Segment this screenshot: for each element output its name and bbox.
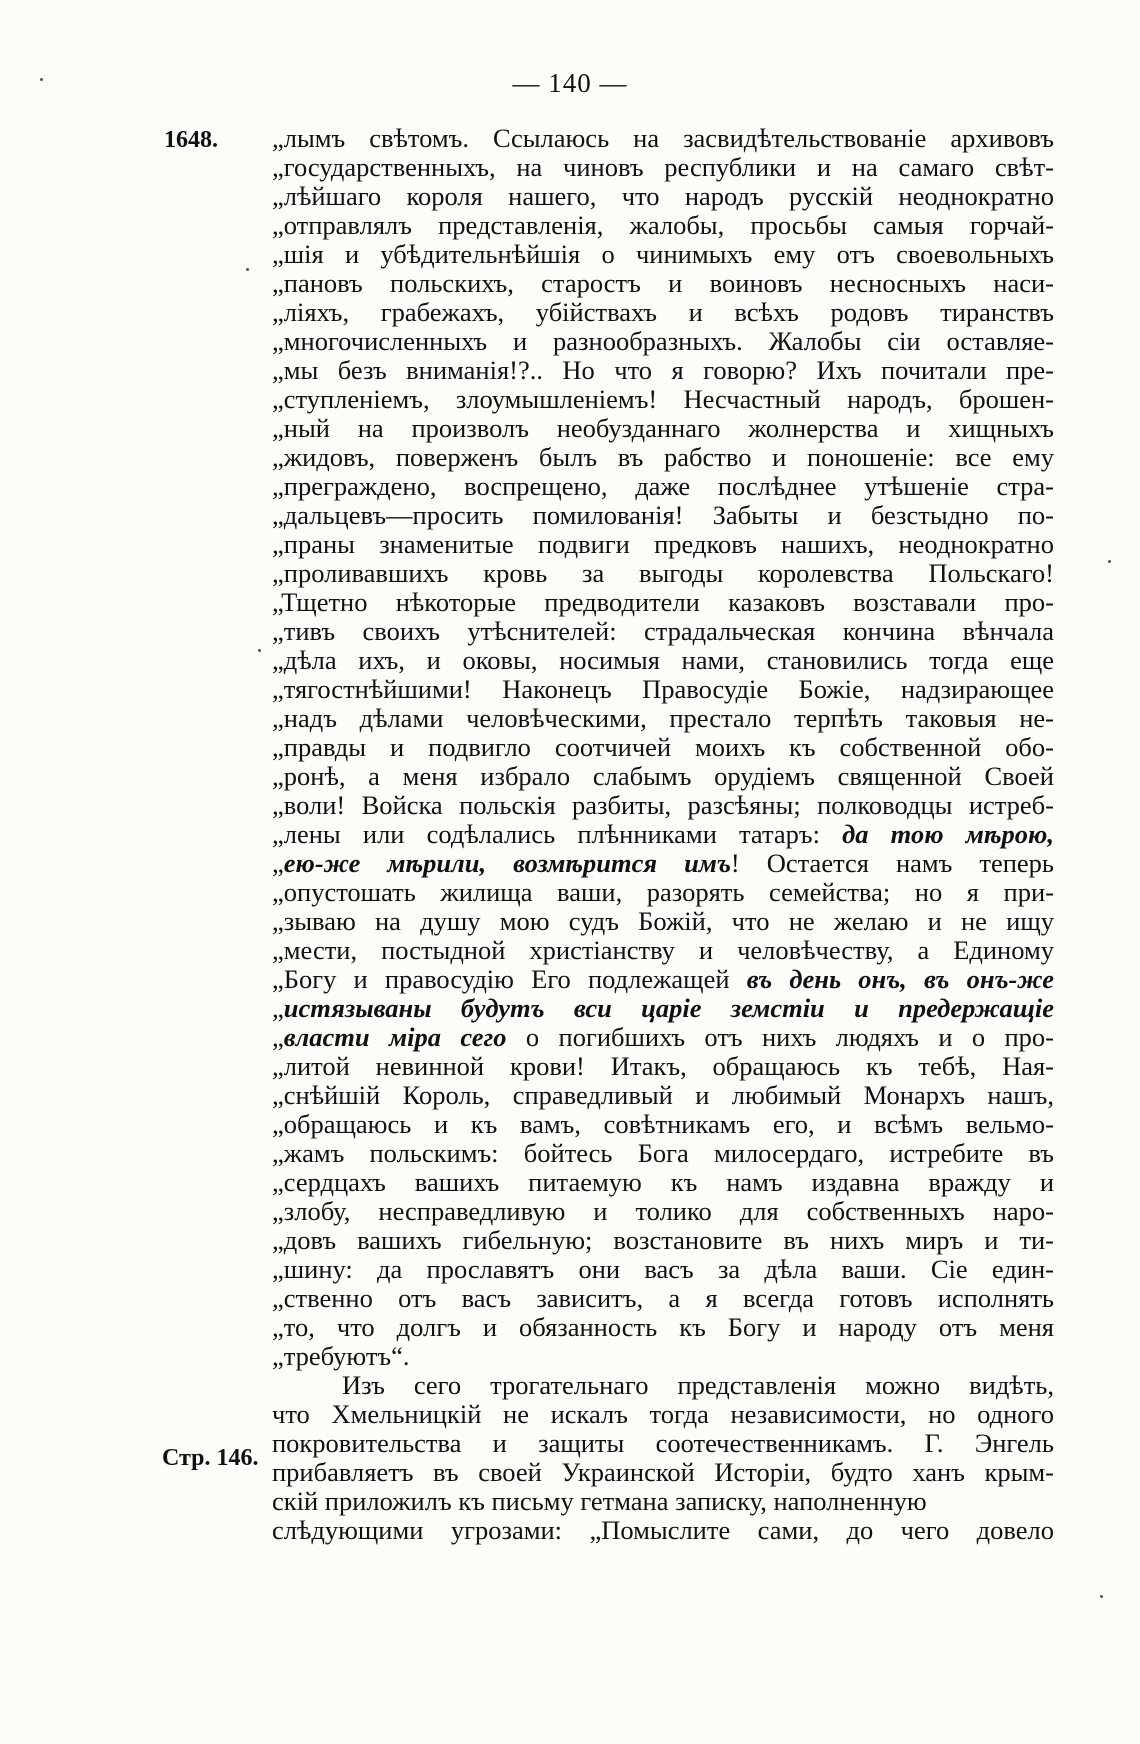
text-line bbox=[272, 617, 1054, 646]
text-fragment: „обращаюсь и къ вамъ, совѣтникамъ его, и всѣмъ вельмо- bbox=[272, 1110, 1054, 1139]
text-line bbox=[272, 588, 1054, 617]
text-fragment: „зываю на душу мою судъ Божій, что не желаю и не ищу bbox=[272, 907, 1054, 936]
text-fragment: что Хмельницкій не искалъ тогда независимости, но одного bbox=[272, 1400, 1054, 1429]
text-fragment: „снѣйшій Король, справедливый и любимый Монархъ нашъ, bbox=[272, 1081, 1054, 1110]
text-line bbox=[272, 646, 1054, 675]
text-line bbox=[272, 1052, 1054, 1081]
text-fragment: „ bbox=[272, 1023, 284, 1052]
text-fragment: „отправлялъ представленія, жалобы, просьбы самыя горчай- bbox=[272, 211, 1054, 240]
text-line bbox=[272, 907, 1054, 936]
text-fragment: скій приложилъ къ письму гетмана записку, наполненную bbox=[272, 1487, 927, 1516]
text-fragment: „мести, постыдной христіанству и человѣчеству, а Единому bbox=[272, 936, 1054, 965]
text-fragment: слѣдующими угрозами: „Помыслите сами, до чего довело bbox=[272, 1516, 1054, 1545]
text-fragment: „праны знаменитые подвиги предковъ нашихъ, неоднократно bbox=[272, 530, 1054, 559]
text-line bbox=[272, 1458, 1054, 1487]
text-fragment: „лымъ свѣтомъ. Ссылаюсь на засвидѣтельствованіе архивовъ bbox=[272, 124, 1054, 153]
text-line bbox=[272, 994, 1054, 1023]
text-line bbox=[272, 1081, 1054, 1110]
text-line bbox=[272, 820, 1054, 849]
text-fragment: „воли! Войска польскія разбиты, разсѣяны; полководцы истреб- bbox=[272, 791, 1054, 820]
text-line bbox=[272, 530, 1054, 559]
text-line bbox=[272, 1284, 1054, 1313]
text-line bbox=[272, 414, 1054, 443]
italic-quote-fragment: въ день онъ, въ онъ-же bbox=[746, 965, 1054, 994]
text-fragment: „жамъ польскимъ: бойтесь Бога милосердаго, истребите въ bbox=[272, 1139, 1054, 1168]
margin-year-note: 1648. bbox=[164, 127, 218, 153]
text-fragment: „требуютъ“. bbox=[272, 1342, 410, 1371]
text-fragment: „проливавшихъ кровь за выгоды королевства Польскаго! bbox=[272, 559, 1054, 588]
text-line bbox=[272, 559, 1054, 588]
text-fragment: „жидовъ, поверженъ былъ въ рабство и поношеніе: все ему bbox=[272, 443, 1054, 472]
text-fragment: покровительства и защиты соотечественникамъ. Г. Энгель bbox=[272, 1429, 1054, 1458]
italic-quote-fragment: да тою мѣрою, bbox=[842, 820, 1054, 849]
text-fragment: „мы безъ вниманія!?.. Но что я говорю? Ихъ почитали пре- bbox=[272, 356, 1054, 385]
text-line bbox=[272, 1023, 1054, 1052]
text-fragment: „тивъ своихъ утѣснителей: страдальческая кончина вѣнчала bbox=[272, 617, 1054, 646]
text-line bbox=[272, 1168, 1054, 1197]
text-line bbox=[272, 240, 1054, 269]
margin-page-reference: Стр. 146. bbox=[162, 1445, 259, 1471]
text-line bbox=[272, 443, 1054, 472]
page-number: — 140 — bbox=[512, 68, 628, 98]
text-line bbox=[272, 878, 1054, 907]
text-fragment: „литой невинной крови! Итакъ, обращаюсь къ тебѣ, Ная- bbox=[272, 1052, 1054, 1081]
text-fragment: „дѣла ихъ, и оковы, носимыя нами, становились тогда еще bbox=[272, 646, 1054, 675]
text-line bbox=[272, 733, 1054, 762]
text-line bbox=[272, 1226, 1054, 1255]
text-line bbox=[272, 1516, 1054, 1545]
text-line bbox=[272, 1313, 1054, 1342]
text-line bbox=[272, 124, 1054, 153]
text-fragment: „ bbox=[272, 994, 284, 1023]
text-line bbox=[272, 1487, 1054, 1516]
text-fragment: Изъ сего трогательнаго представленія можно видѣть, bbox=[342, 1371, 1054, 1400]
text-line bbox=[272, 1139, 1054, 1168]
text-line bbox=[272, 704, 1054, 733]
text-fragment: „ліяхъ, грабежахъ, убійствахъ и всѣхъ родовъ тиранствъ bbox=[272, 298, 1054, 327]
text-fragment: „лѣйшаго короля нашего, что народъ русскій неоднократно bbox=[272, 182, 1054, 211]
italic-quote-fragment: власти міра сего bbox=[283, 1023, 507, 1052]
text-line bbox=[272, 849, 1054, 878]
text-fragment: „многочисленныхъ и разнообразныхъ. Жалобы сіи оставляе- bbox=[272, 327, 1054, 356]
text-fragment: о погибшихъ отъ нихъ людяхъ и о про- bbox=[506, 1023, 1054, 1052]
text-line bbox=[272, 1371, 1054, 1400]
text-fragment: прибавляетъ въ своей Украинской Исторіи, будто ханъ крым- bbox=[272, 1458, 1054, 1487]
text-line bbox=[272, 385, 1054, 414]
italic-quote-fragment: ею-же мѣрили, возмѣрится имъ bbox=[283, 849, 731, 878]
text-line bbox=[272, 501, 1054, 530]
text-fragment: „шину: да прославятъ они васъ за дѣла ваши. Сіе един- bbox=[272, 1255, 1054, 1284]
text-fragment: „правды и подвигло соотчичей моихъ къ собственной обо- bbox=[272, 733, 1054, 762]
text-fragment: „ bbox=[272, 849, 284, 878]
italic-quote-fragment: истязываны будутъ вси царіе земстіи и предержащіе bbox=[283, 994, 1054, 1023]
text-fragment: „ронѣ, а меня избрало слабымъ орудіемъ священной Своей bbox=[272, 762, 1054, 791]
text-fragment: „Богу и правосудію Его подлежащей bbox=[272, 965, 747, 994]
text-line bbox=[272, 1197, 1054, 1226]
text-line bbox=[272, 356, 1054, 385]
text-fragment: ! Остается намъ теперь bbox=[730, 849, 1054, 878]
text-fragment: „ственно отъ васъ зависитъ, а я всегда готовъ исполнять bbox=[272, 1284, 1054, 1313]
text-fragment: „тягостнѣйшими! Наконецъ Правосудіе Божіе, надзирающее bbox=[272, 675, 1054, 704]
text-line bbox=[272, 791, 1054, 820]
text-line bbox=[272, 1429, 1054, 1458]
text-fragment: „злобу, несправедливую и толико для собственныхъ наро- bbox=[272, 1197, 1054, 1226]
paper-speck bbox=[1108, 560, 1111, 563]
text-line bbox=[272, 327, 1054, 356]
text-fragment: „то, что долгъ и обязанность къ Богу и народу отъ меня bbox=[272, 1313, 1054, 1342]
text-fragment: „шія и убѣдительнѣйшія о чинимыхъ ему отъ своевольныхъ bbox=[272, 240, 1054, 269]
text-fragment: „надъ дѣлами человѣческими, престало терпѣть таковыя не- bbox=[272, 704, 1054, 733]
text-fragment: „довъ вашихъ гибельную; возстановите въ нихъ миръ и ти- bbox=[272, 1226, 1054, 1255]
text-fragment: „преграждено, воспрещено, даже послѣднее утѣшеніе стра- bbox=[272, 472, 1054, 501]
text-fragment: „государственныхъ, на чиновъ республики и на самаго свѣт- bbox=[272, 153, 1054, 182]
text-line bbox=[272, 211, 1054, 240]
text-line bbox=[272, 936, 1054, 965]
text-line bbox=[272, 269, 1054, 298]
text-fragment: „лены или содѣлались плѣнниками татаръ: bbox=[272, 820, 843, 849]
text-fragment: „ный на произволъ необузданнаго жолнерства и хищныхъ bbox=[272, 414, 1054, 443]
paper-speck bbox=[258, 649, 261, 652]
text-fragment: „пановъ польскихъ, старостъ и воиновъ несносныхъ наси- bbox=[272, 269, 1054, 298]
text-line bbox=[272, 472, 1054, 501]
text-line bbox=[272, 1400, 1054, 1429]
text-fragment: „дальцевъ—просить помилованія! Забыты и безстыдно по- bbox=[272, 501, 1054, 530]
text-line bbox=[272, 675, 1054, 704]
text-fragment: „Тщетно нѣкоторые предводители казаковъ возставали про- bbox=[272, 588, 1054, 617]
paper-speck bbox=[1100, 1595, 1103, 1598]
text-line bbox=[272, 298, 1054, 327]
text-line bbox=[272, 965, 1054, 994]
text-line bbox=[272, 762, 1054, 791]
text-fragment: „опустошать жилища ваши, разорять семейства; но я при- bbox=[272, 878, 1054, 907]
text-line bbox=[272, 1110, 1054, 1139]
text-line bbox=[272, 182, 1054, 211]
text-line bbox=[272, 1255, 1054, 1284]
text-line bbox=[272, 1342, 1054, 1371]
text-fragment: „ступленіемъ, злоумышленіемъ! Несчастный народъ, брошен- bbox=[272, 385, 1054, 414]
text-fragment: „сердцахъ вашихъ питаемую къ намъ издавна вражду и bbox=[272, 1168, 1054, 1197]
main-text-block bbox=[272, 124, 1054, 1545]
paper-speck bbox=[246, 268, 249, 271]
paper-speck bbox=[40, 78, 43, 81]
text-line bbox=[272, 153, 1054, 182]
